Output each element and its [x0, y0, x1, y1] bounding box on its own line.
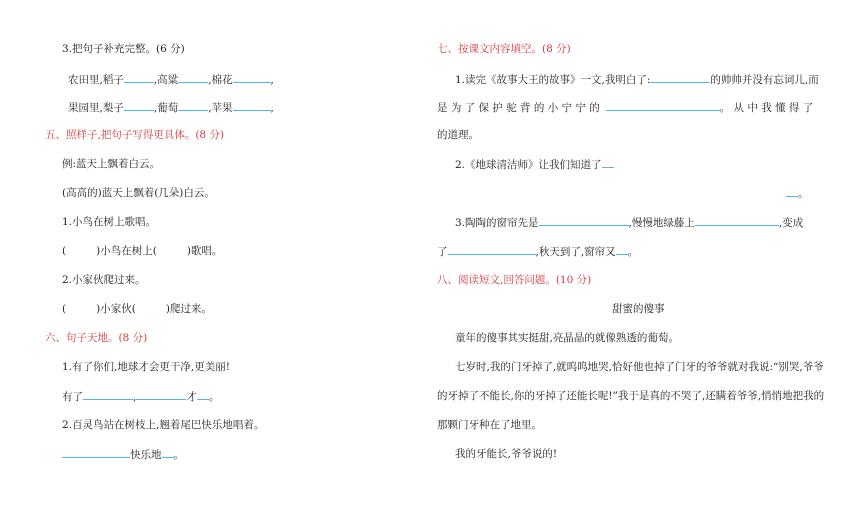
section-8-heading: 八、阅读短文,回答问题。(10 分) [437, 274, 592, 286]
blank[interactable] [448, 244, 536, 255]
passage-paragraph-3: 我的牙能长,爷爷说的! [455, 448, 558, 460]
blank[interactable] [786, 186, 798, 197]
sec5-item-2-fill: ( )小家伙( )爬过来。 [62, 303, 212, 315]
section-6-heading: 六、句子天地。(8 分) [45, 332, 148, 344]
blank[interactable] [83, 389, 133, 400]
passage-paragraph-2-line-2: 的牙掉了不能长,你的牙掉了还能长呢!”我于是真的不哭了,还瞒着爷爷,悄悄地把我的 [437, 390, 825, 402]
q3-line-1: 农田里,稻子 ,高粱 ,棉花 , [68, 74, 274, 86]
sec6-item-2-fill: 快乐地 。 [62, 447, 184, 462]
sec6-item-1: 1.有了你们,地球才会更干净,更美丽! [62, 361, 230, 373]
blank[interactable] [178, 72, 208, 83]
section-7-heading: 七、按课文内容填空。(8 分) [437, 43, 571, 55]
sec7-item-1-c: 的道理。 [437, 129, 479, 141]
sec7-item-3-a: 3.陶陶的窗帘先是 ,慢慢地绿藤上 ,变成 [455, 217, 804, 229]
sec5-example-2: (高高的)蓝天上飘着(几朵)白云。 [62, 187, 215, 199]
sec5-item-2: 2.小家伙爬过来。 [62, 274, 146, 286]
sec7-item-3-b: 了 ,秋天到了,窗帘又 。 [437, 246, 639, 258]
blank[interactable] [197, 389, 209, 400]
blank[interactable] [124, 72, 154, 83]
sec7-item-2: 2.《地球清洁师》让我们知道了 [455, 157, 614, 172]
passage-title: 甜蜜的傻事 [612, 303, 665, 315]
sec6-item-1-fill: 有了 , 才 。 [62, 391, 220, 403]
blank[interactable] [695, 215, 779, 226]
blank[interactable] [178, 100, 208, 111]
blank[interactable] [650, 72, 710, 83]
sec6-item-2: 2.百灵鸟站在树枝上,翘着尾巴快乐地唱着。 [62, 419, 265, 431]
blank[interactable] [606, 100, 720, 111]
sec5-item-1: 1.小鸟在树上歌唱。 [62, 216, 157, 228]
blank[interactable] [539, 215, 629, 226]
sec7-item-1-a: 1.读完《故事大王的故事》一文,我明白了: 的帅帅并没有忘词儿,而 [455, 74, 819, 86]
passage-paragraph-1: 童年的傻事其实挺甜,亮晶晶的就像熟透的葡萄。 [455, 332, 679, 344]
blank[interactable] [124, 100, 154, 111]
passage-paragraph-2-line-1: 七岁时,我的门牙掉了,就呜呜地哭,恰好他也掉了门牙的爷爷就对我说:“别哭,爷爷 [455, 361, 824, 373]
q3-line-2: 果园里,梨子 ,葡萄 ,苹果 , [68, 102, 274, 114]
sec7-item-2-end: 。 [786, 186, 809, 201]
passage-paragraph-2-line-3: 那颗门牙种在了地里。 [437, 419, 542, 431]
blank[interactable] [136, 389, 186, 400]
sec5-example-1: 例:蓝天上飘着白云。 [62, 158, 161, 170]
sec5-item-1-fill: ( )小鸟在树上( )歌唱。 [62, 245, 223, 257]
q3-title: 3.把句子补充完整。(6 分) [62, 43, 185, 55]
section-5-heading: 五、照样子,把句子写得更具体。(8 分) [45, 129, 225, 141]
blank[interactable] [233, 72, 271, 83]
sec7-item-1-b: 是 为 了 保 护 驼 背 的 小 宁 宁 的 。 从 中 我 懂 得 了 [437, 102, 814, 114]
blank[interactable] [233, 100, 271, 111]
blank[interactable] [62, 447, 130, 458]
blank[interactable] [602, 157, 614, 168]
blank[interactable] [616, 244, 628, 255]
blank[interactable] [162, 447, 174, 458]
